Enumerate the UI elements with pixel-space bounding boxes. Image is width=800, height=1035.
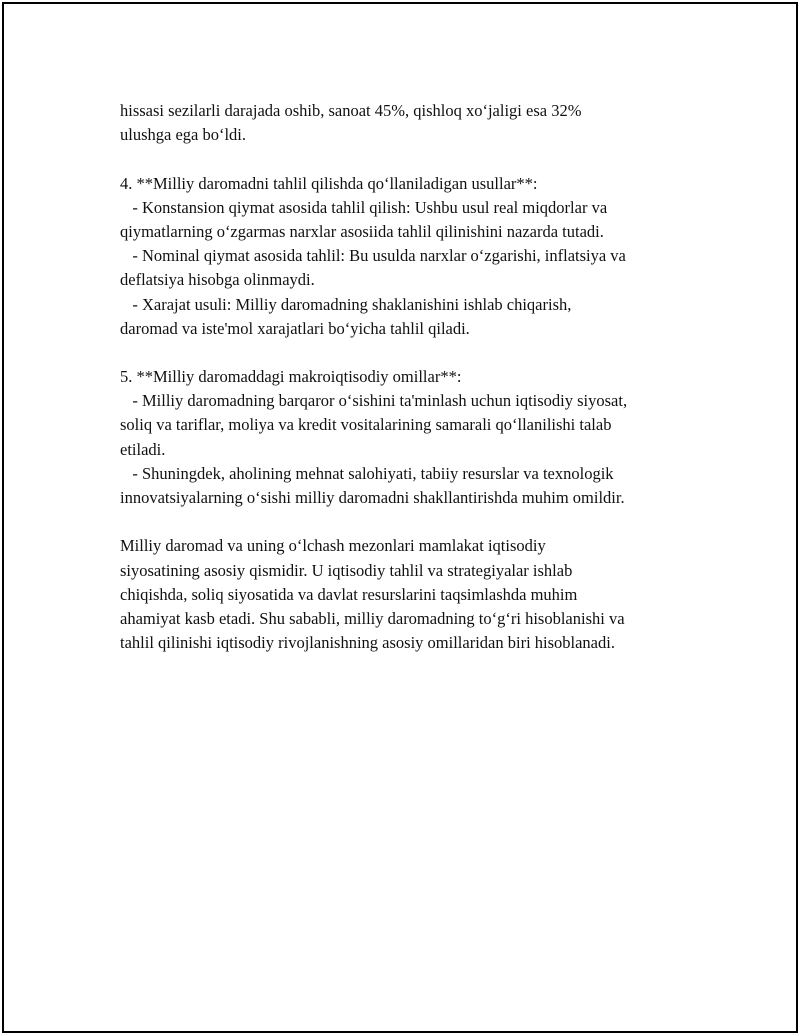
document-body [120,99,700,655]
text-line: tahlil qilinishi iqtisodiy rivojlanishning asosiy omillaridan biri hisoblanadi. [120,633,615,653]
text-line: daromad va iste'mol xarajatlari bo‘yicha tahlil qiladi. [120,318,470,338]
text-line: chiqishda, soliq siyosatida va davlat resurslarini taqsimlashda muhim [120,584,578,604]
paragraph-spacer [120,341,700,365]
text-line: soliq va tariflar, moliya va kredit vositalarining samarali qo‘llanilishi talab [120,415,612,435]
text-line: Milliy daromad va uning o‘lchash mezonlari mamlakat iqtisodiy [120,536,546,556]
text-line: - Nominal qiymat asosida tahlil: Bu usulda narxlar o‘zgarishi, inflatsiya va [120,246,626,266]
text-line: ulushga ega bo‘ldi. [120,125,247,145]
text-line: qiymatlarning o‘zgarmas narxlar asosiida tahlil qilinishini nazarda tutadi. [120,221,604,241]
text-line: siyosatining asosiy qismidir. U iqtisodiy tahlil va strategiyalar ishlab [120,560,573,580]
text-line: ahamiyat kasb etadi. Shu sababli, milliy daromadning to‘g‘ri hisoblanishi va [120,608,625,628]
text-line: deflatsiya hisobga olinmaydi. [120,270,315,290]
section-4-heading: 4. **Milliy daromadni tahlil qilishda qo‘llaniladigan usullar**: [120,173,538,193]
section-4 [120,172,700,341]
text-line: innovatsiyalarning o‘sishi milliy daromadni shakllantirishda muhim omildir. [120,488,625,507]
text-line: - Shuningdek, aholining mehnat salohiyati, tabiiy resurslar va texnologik [120,463,614,483]
text-line: - Milliy daromadning barqaror o‘sishini ta'minlash uchun iqtisodiy siyosat, [120,391,628,411]
text-line: - Konstansion qiymat asosida tahlil qilish: Ushbu usul real miqdorlar va [120,197,608,217]
paragraph-spacer [120,510,700,534]
paragraph-spacer [120,147,700,171]
conclusion-paragraph [120,534,700,655]
page-frame [2,2,798,1033]
text-line: - Xarajat usuli: Milliy daromadning shaklanishini ishlab chiqarish, [120,294,572,314]
text-line: hissasi sezilarli darajada oshib, sanoat 45%, qishloq xo‘jaligi esa 32% [120,101,582,120]
section-5 [120,365,700,510]
text-line: etiladi. [120,439,166,459]
paragraph-continuation [120,99,700,147]
section-5-heading: 5. **Milliy daromaddagi makroiqtisodiy omillar**: [120,367,462,387]
